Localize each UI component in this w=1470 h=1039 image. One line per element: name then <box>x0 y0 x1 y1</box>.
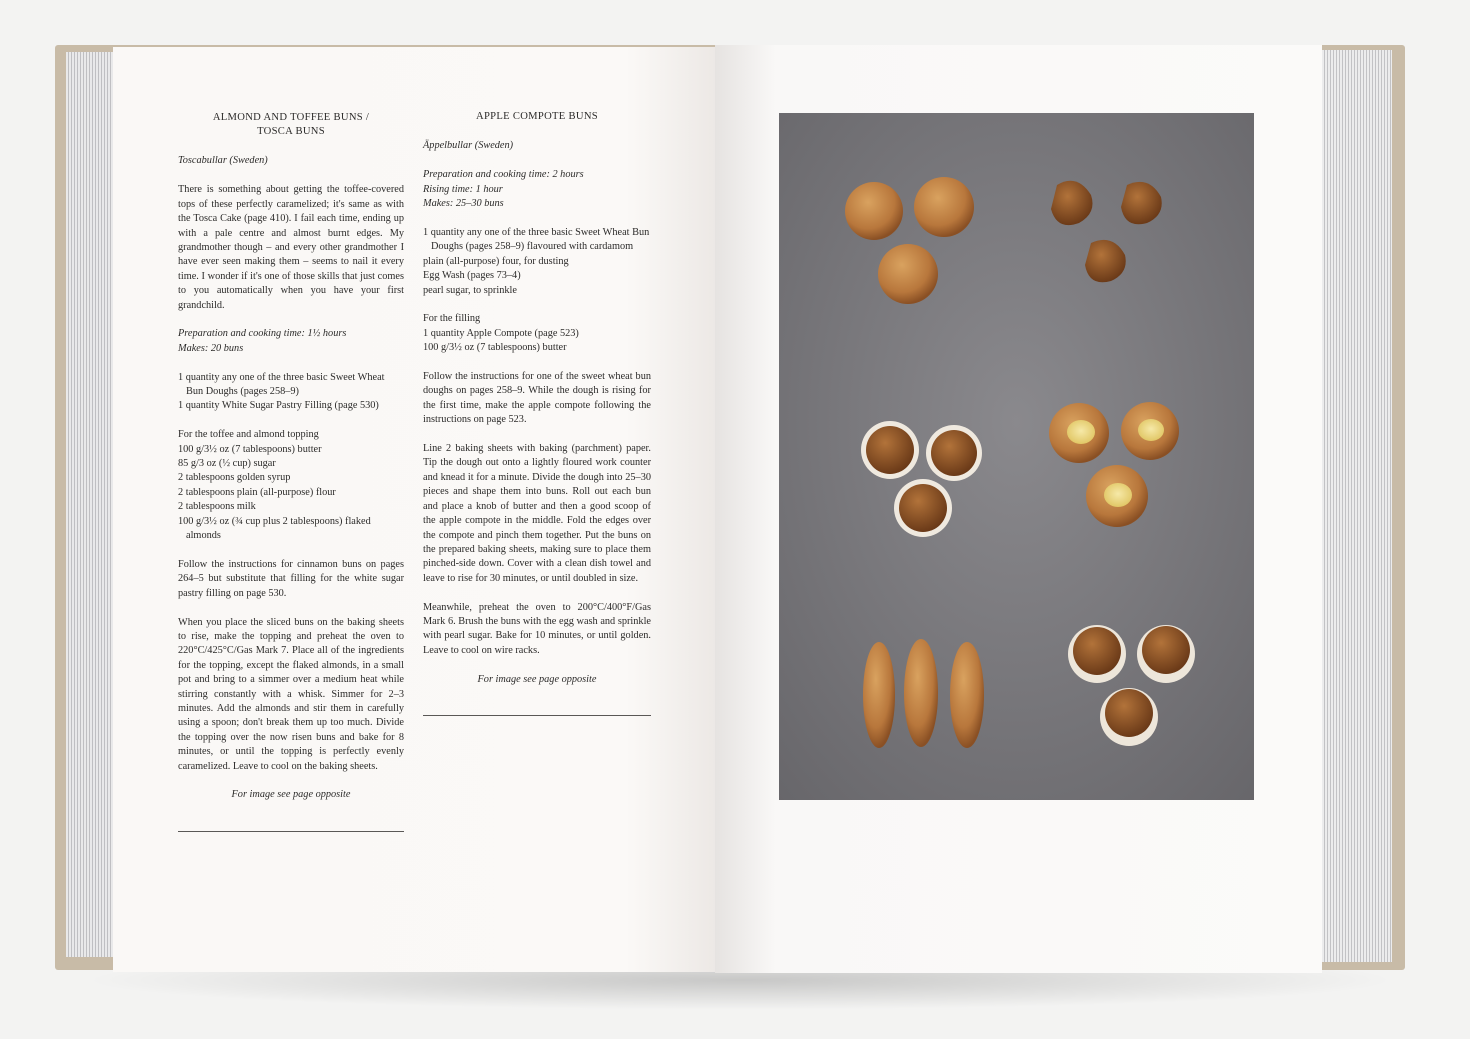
ingredient-list <box>178 371 404 414</box>
see-image-note: For image see page opposite <box>477 673 597 685</box>
buns-photo-illustration <box>779 113 1254 800</box>
ingredient: 100 g/3½ oz (7 tablespoons) butter <box>423 342 567 354</box>
ingredient: 2 tablespoons plain (all-purpose) flour <box>178 486 336 498</box>
recipe-meta <box>178 327 404 356</box>
right-page-edges <box>1322 50 1392 962</box>
ingredient: 100 g/3½ oz (7 tablespoons) butter <box>178 443 322 455</box>
ingredient: 2 tablespoons golden syrup <box>178 472 291 484</box>
ingredient: 2 tablespoons milk <box>178 501 256 513</box>
ingredient: Egg Wash (pages 73–4) <box>423 270 521 282</box>
method-step: Line 2 baking sheets with baking (parchment) paper. Tip the dough out onto a lightly floured work counter and knead it for a minute. Divide the dough into 25–30 pieces and shape them into buns. Roll out each bun and place a knob of butter and then a good scoop of the apple compote in the middle. Fold the edges over the compote and pinch them together. Put the buns on the prepared baking sheets, making sure to place them pinched-side down. Cover with a clean dish towel and leave to rise for 30 minutes, or until doubled in size. <box>423 443 651 584</box>
recipe-title: APPLE COMPOTE BUNS <box>476 111 598 122</box>
ingredient: 1 quantity any one of the three basic Sweet Wheat Bun Doughs (pages 258–9) flavoured with cardamom <box>423 227 650 253</box>
makes: Makes: 20 buns <box>178 342 244 354</box>
recipe-alt-name: Äppelbullar (Sweden) <box>423 140 514 151</box>
method-step: Follow the instructions for cinnamon buns on pages 264–5 but substitute that filling for the white sugar pastry filling on page 530. <box>178 558 404 599</box>
ingredient: plain (all-purpose) four, for dusting <box>423 255 569 267</box>
see-image-note: For image see page opposite <box>231 789 351 801</box>
filling-heading: For the filling <box>423 313 481 325</box>
ingredient: 100 g/3½ oz (¾ cup plus 2 tablespoons) flaked almonds <box>178 515 371 542</box>
ingredient-list <box>423 226 651 298</box>
recipe-meta <box>423 168 651 211</box>
makes: Makes: 25–30 buns <box>423 198 504 210</box>
rising-time: Rising time: 1 hour <box>423 183 503 195</box>
recipe-almond-toffee-buns <box>178 111 404 832</box>
braided-buns <box>863 639 984 748</box>
method-step: When you place the sliced buns on the baking sheets to rise, make the topping and preheat the oven to 220°C/425°C/Gas Mark 7. Place all of the ingredients for the topping, except the flaked almonds, in a small pot and bring to a simmer over a medium heat while stirring constantly with a whisk. Simmer for 2–3 minutes. Add the almonds and stir them in carefully using a spoon; don't break them up too much. Divide the topping over the now risen buns and bake for 8 minutes, or until the topping is perfectly evenly caramelized. Leave to cool on the baking sheets. <box>178 616 404 772</box>
ingredient: 1 quantity Apple Compote (page 523) <box>423 327 579 339</box>
recipe-end-rule <box>423 715 651 716</box>
prep-time: Preparation and cooking time: 1½ hours <box>178 328 347 340</box>
recipe-apple-compote-buns <box>423 110 651 716</box>
prep-time: Preparation and cooking time: 2 hours <box>423 169 584 181</box>
topping-heading: For the toffee and almond topping <box>178 429 319 441</box>
left-page-edges <box>66 52 118 957</box>
topping-list <box>178 428 404 543</box>
recipe-alt-name: Toscabullar (Sweden) <box>178 155 268 166</box>
recipe-end-rule <box>178 831 404 832</box>
recipe-title: ALMOND AND TOFFEE BUNS / TOSCA BUNS <box>212 112 370 137</box>
buns-photograph <box>779 113 1254 800</box>
ingredient: 1 quantity any one of the three basic Sweet Wheat Bun Doughs (pages 258–9) <box>178 371 385 398</box>
method-step: Follow the instructions for one of the sweet wheat bun doughs on pages 258–9. While the dough is rising for the first time, make the apple compote following the instructions on page 523. <box>423 371 651 426</box>
ingredient: 1 quantity White Sugar Pastry Filling (page 530) <box>178 400 379 412</box>
recipe-intro: There is something about getting the toffee-covered tops of these perfectly caramelized; it's same as with the Tosca Cake (page 410). I fail each time, ending up with a pale centre and almost burnt edges. My grandmother though – and every other grandmother I have ever seen making them – seems to nail it every time. I wonder if it's one of those skills that just comes to you automatically when you have your first grandchild. <box>178 184 404 311</box>
filling-list <box>423 312 651 355</box>
method-step: Meanwhile, preheat the oven to 200°C/400°F/Gas Mark 6. Brush the buns with the egg wash and sprinkle with pearl sugar. Bake for 10 minutes, or until golden. Leave to cool on wire racks. <box>423 601 651 656</box>
ingredient: pearl sugar, to sprinkle <box>423 284 517 296</box>
ingredient: 85 g/3 oz (½ cup) sugar <box>178 458 276 470</box>
